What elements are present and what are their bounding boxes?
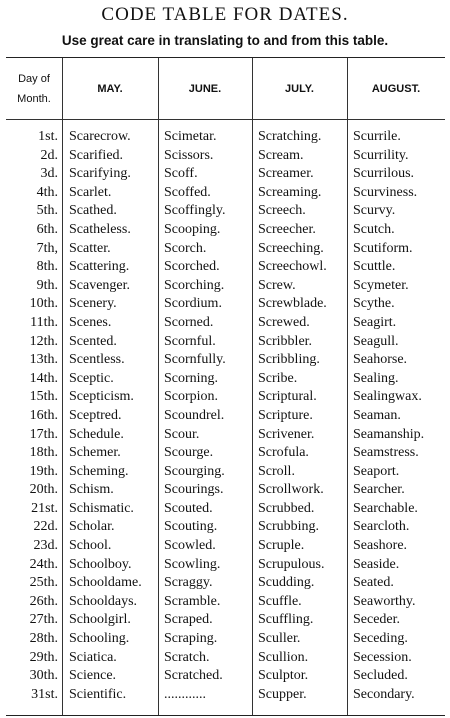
code-word-cell: Seated. <box>353 575 394 591</box>
code-word-cell: School. <box>69 538 112 554</box>
code-word-cell: Seaman. <box>353 407 401 423</box>
code-word-cell: Scurrilous. <box>353 166 415 182</box>
day-cell: 14th. <box>29 370 58 386</box>
day-cell: 6th. <box>36 221 58 237</box>
code-word-cell: Schedule. <box>69 426 124 442</box>
code-word-cell: Scouted. <box>164 500 213 516</box>
table-row <box>6 240 445 259</box>
header-june: JUNE. <box>188 82 222 95</box>
code-word-cell: Seaport. <box>353 463 400 479</box>
code-word-cell: Scriptural. <box>258 389 317 405</box>
code-word-cell: Scrivener. <box>258 426 315 442</box>
code-word-cell: Scythe. <box>353 296 395 312</box>
code-word-cell: Schismatic. <box>69 500 134 516</box>
code-word-cell: Scrofula. <box>258 445 309 461</box>
table-row <box>6 630 445 649</box>
code-word-cell: Scribbler. <box>258 333 313 349</box>
day-cell: 8th. <box>36 259 58 275</box>
day-cell: 4th. <box>36 184 58 200</box>
day-cell: 26th. <box>29 593 58 609</box>
code-word-cell: Scutiform. <box>353 240 413 256</box>
code-word-cell: Screechowl. <box>258 259 327 275</box>
code-word-cell: Scurrility. <box>353 147 409 163</box>
code-word-cell: Scarecrow. <box>69 129 131 144</box>
table-row <box>6 165 445 184</box>
code-word-cell: Scuttle. <box>353 259 396 275</box>
table-row <box>6 277 445 296</box>
table-row <box>6 518 445 537</box>
table-row <box>6 147 445 166</box>
code-word-cell: Screaming. <box>258 184 322 200</box>
code-word-cell: Seceder. <box>353 612 401 628</box>
code-word-cell: Seamstress. <box>353 445 419 461</box>
code-word-cell: Searcloth. <box>353 519 410 535</box>
code-word-cell: Scratch. <box>164 649 210 665</box>
code-word-cell: Scream. <box>258 147 304 163</box>
day-cell: 3d. <box>40 166 58 182</box>
table-row <box>6 463 445 482</box>
table-row <box>6 184 445 203</box>
code-word-cell: Scrubbed. <box>258 500 315 516</box>
code-word-cell: Scorch. <box>164 240 207 256</box>
day-cell: 7th, <box>36 240 58 256</box>
code-word-cell: ............ <box>164 686 206 702</box>
code-word-cell: Scathed. <box>69 203 117 219</box>
code-word-cell: Scraggy. <box>164 575 213 591</box>
day-cell: 28th. <box>29 631 58 647</box>
code-word-cell: Scenery. <box>69 296 117 312</box>
table-row <box>6 500 445 519</box>
code-word-cell: Scentless. <box>69 352 125 368</box>
code-word-cell: Sealingwax. <box>353 389 422 405</box>
code-word-cell: Scurviness. <box>353 184 418 200</box>
code-word-cell: Scorched. <box>164 259 220 275</box>
header-divider <box>6 119 445 120</box>
code-word-cell: Scurrile. <box>353 129 401 144</box>
code-word-cell: Seaworthy. <box>353 593 416 609</box>
code-word-cell: Scymeter. <box>353 277 409 293</box>
day-cell: 13th. <box>29 352 58 368</box>
code-word-cell: Scatheless. <box>69 221 131 237</box>
day-cell: 15th. <box>29 389 58 405</box>
table-row <box>6 574 445 593</box>
code-word-cell: Scheming. <box>69 463 129 479</box>
code-word-cell: Screech. <box>258 203 306 219</box>
code-word-cell: Scattering. <box>69 259 130 275</box>
day-cell: 18th. <box>29 445 58 461</box>
code-word-cell: Seagirt. <box>353 314 397 330</box>
code-word-cell: Scorning. <box>164 370 219 386</box>
table-row <box>6 333 445 352</box>
code-word-cell: Scowling. <box>164 556 221 572</box>
table-row <box>6 537 445 556</box>
code-word-cell: Scour. <box>164 426 200 442</box>
code-word-cell: Scimetar. <box>164 129 217 144</box>
code-word-cell: Scourings. <box>164 482 224 498</box>
code-word-cell: Scoff. <box>164 166 198 182</box>
code-word-cell: Screecher. <box>258 221 316 237</box>
page-subtitle: Use great care in translating to and from this table. <box>61 33 389 48</box>
day-cell: 5th. <box>36 203 58 219</box>
table-row <box>6 667 445 686</box>
code-word-cell: Scraping. <box>164 631 218 647</box>
code-word-cell: Scuffle. <box>258 593 302 609</box>
code-word-cell: Scribbling. <box>258 352 320 368</box>
code-word-cell: Schooldays. <box>69 593 138 609</box>
table-row <box>6 407 445 426</box>
code-word-cell: Scarlet. <box>69 184 112 200</box>
day-cell: 16th. <box>29 407 58 423</box>
day-cell: 2d. <box>40 147 58 163</box>
code-word-cell: Screamer. <box>258 166 314 182</box>
code-word-cell: Secluded. <box>353 668 408 684</box>
code-word-cell: Sculler. <box>258 631 301 647</box>
code-word-cell: Scouting. <box>164 519 218 535</box>
table-row <box>6 426 445 445</box>
code-word-cell: Screeching. <box>258 240 324 256</box>
code-word-cell: Searcher. <box>353 482 405 498</box>
code-word-cell: Seaside. <box>353 556 400 572</box>
header-day-of-month <box>6 58 62 119</box>
code-word-cell: Schemer. <box>69 445 121 461</box>
table-row <box>6 202 445 221</box>
code-word-cell: Schoolgirl. <box>69 612 131 628</box>
table-row <box>6 370 445 389</box>
code-word-cell: Seamanship. <box>353 426 425 442</box>
table-row <box>6 221 445 240</box>
code-word-cell: Sciatica. <box>69 649 117 665</box>
code-word-cell: Scowled. <box>164 538 216 554</box>
code-word-cell: Scenes. <box>69 314 112 330</box>
day-cell: 25th. <box>29 575 58 591</box>
code-word-cell: Schoolboy. <box>69 556 132 572</box>
code-word-cell: Scavenger. <box>69 277 131 293</box>
code-word-cell: Scrubbing. <box>258 519 320 535</box>
table-row <box>6 649 445 668</box>
code-word-cell: Secondary. <box>353 686 415 702</box>
table-row <box>6 258 445 277</box>
day-cell: 21st. <box>31 500 58 516</box>
day-cell: 29th. <box>29 649 58 665</box>
code-word-cell: Scoffed. <box>164 184 211 200</box>
code-word-cell: Scooping. <box>164 221 221 237</box>
day-cell: 17th. <box>29 426 58 442</box>
table-row <box>6 388 445 407</box>
code-word-cell: Scientific. <box>69 686 127 702</box>
code-word-cell: Schism. <box>69 482 114 498</box>
code-word-cell: Scutch. <box>353 221 395 237</box>
page-title: CODE TABLE FOR DATES. <box>101 4 349 25</box>
code-word-cell: Scuffling. <box>258 612 314 628</box>
code-word-cell: Secession. <box>353 649 412 665</box>
header-july: JULY. <box>285 82 314 95</box>
table-row <box>6 481 445 500</box>
code-word-cell: Sealing. <box>353 370 399 386</box>
code-word-cell: Seashore. <box>353 538 408 554</box>
day-cell: 22d. <box>33 519 58 535</box>
code-word-cell: Seagull. <box>353 333 399 349</box>
code-word-cell: Scratching. <box>258 129 322 144</box>
code-word-cell: Scourging. <box>164 463 225 479</box>
code-word-cell: Sculptor. <box>258 668 309 684</box>
code-word-cell: Scordium. <box>164 296 222 312</box>
code-word-cell: Scorpion. <box>164 389 219 405</box>
table-row <box>6 593 445 612</box>
code-word-cell: Seahorse. <box>353 352 408 368</box>
code-word-cell: Schooling. <box>69 631 130 647</box>
code-word-cell: Sceptic. <box>69 370 114 386</box>
code-word-cell: Scraped. <box>164 612 213 628</box>
code-word-cell: Sceptred. <box>69 407 122 423</box>
day-cell: 30th. <box>29 668 58 684</box>
table-row <box>6 128 445 147</box>
code-word-cell: Scrollwork. <box>258 482 324 498</box>
code-word-cell: Scornfully. <box>164 352 226 368</box>
day-cell: 10th. <box>29 296 58 312</box>
code-word-cell: Scoffingly. <box>164 203 226 219</box>
code-word-cell: Scrupulous. <box>258 556 325 572</box>
code-word-cell: Scissors. <box>164 147 214 163</box>
day-cell: 11th. <box>30 314 58 330</box>
day-cell: 23d. <box>33 538 58 554</box>
day-cell: 31st. <box>31 686 58 702</box>
day-cell: 12th. <box>29 333 58 349</box>
code-word-cell: Science. <box>69 668 117 684</box>
day-cell: 1st. <box>38 129 58 144</box>
code-word-cell: Scribe. <box>258 370 298 386</box>
code-word-cell: Scented. <box>69 333 117 349</box>
table-row <box>6 295 445 314</box>
header-day-line2: Month. <box>17 92 51 105</box>
code-word-cell: Searchable. <box>353 500 418 516</box>
code-word-cell: Screw. <box>258 277 296 293</box>
code-word-cell: Screwed. <box>258 314 310 330</box>
code-word-cell: Scarified. <box>69 147 124 163</box>
code-word-cell: Scourge. <box>164 445 214 461</box>
table-row <box>6 314 445 333</box>
table-row <box>6 351 445 370</box>
header-august: AUGUST. <box>371 82 421 95</box>
code-word-cell: Scripture. <box>258 407 313 423</box>
code-word-cell: Scatter. <box>69 240 111 256</box>
code-word-cell: Scarifying. <box>69 166 131 182</box>
code-word-cell: Scratched. <box>164 668 223 684</box>
code-word-cell: Scoundrel. <box>164 407 225 423</box>
day-cell: 9th. <box>36 277 58 293</box>
code-word-cell: Scurvy. <box>353 203 396 219</box>
table-row <box>6 556 445 575</box>
code-table <box>6 57 445 716</box>
code-word-cell: Scroll. <box>258 463 295 479</box>
code-word-cell: Scudding. <box>258 575 315 591</box>
header-may: MAY. <box>97 82 123 95</box>
day-cell: 20th. <box>29 482 58 498</box>
day-cell: 27th. <box>29 612 58 628</box>
code-word-cell: Scorching. <box>164 277 225 293</box>
table-row <box>6 686 445 705</box>
code-word-cell: Scorned. <box>164 314 214 330</box>
day-cell: 19th. <box>29 463 58 479</box>
table-body <box>6 128 445 704</box>
code-word-cell: Scramble. <box>164 593 221 609</box>
code-word-cell: Scornful. <box>164 333 216 349</box>
table-row <box>6 444 445 463</box>
code-word-cell: Scruple. <box>258 538 305 554</box>
header-day-line1: Day of <box>18 72 50 85</box>
code-word-cell: Scullion. <box>258 649 309 665</box>
code-word-cell: Scholar. <box>69 519 115 535</box>
table-row <box>6 611 445 630</box>
code-word-cell: Schooldame. <box>69 575 142 591</box>
code-word-cell: Scepticism. <box>69 389 134 405</box>
code-word-cell: Screwblade. <box>258 296 327 312</box>
code-word-cell: Scupper. <box>258 686 307 702</box>
code-word-cell: Seceding. <box>353 631 408 647</box>
day-cell: 24th. <box>29 556 58 572</box>
